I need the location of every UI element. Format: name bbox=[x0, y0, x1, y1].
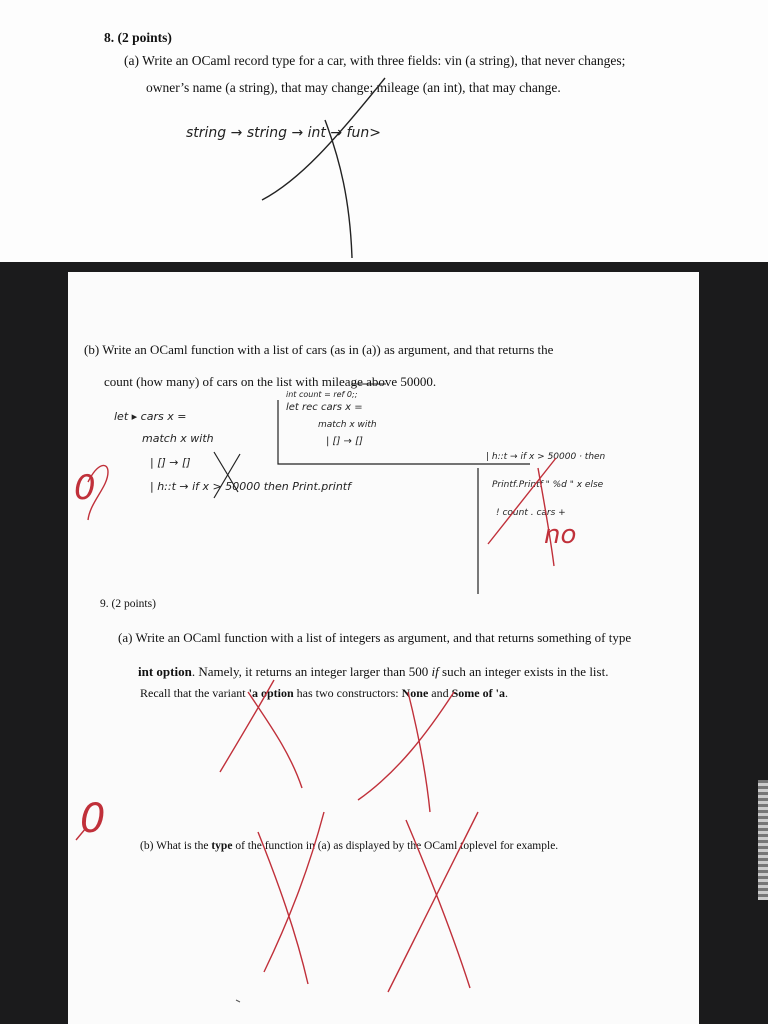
q9-points: (2 points) bbox=[111, 598, 156, 610]
q8b-code-line-1: let ▸ cars x = bbox=[114, 410, 187, 423]
q8a-handwritten-answer: string → string → int → fun> bbox=[186, 125, 381, 141]
q9a-line3-end: . bbox=[504, 686, 508, 700]
q8a-line1 bbox=[124, 53, 625, 69]
q9b-line bbox=[140, 840, 558, 852]
q9a-line3 bbox=[140, 686, 508, 701]
q8b-code-far-1: | h::t → if x > 50000 · then bbox=[486, 452, 606, 462]
q9b-text-end: of the function in (a) as displayed by the OCaml toplevel for example. bbox=[232, 840, 559, 852]
q8b-code-right-3: match x with bbox=[318, 420, 377, 430]
q8b-line1 bbox=[84, 342, 553, 358]
q9a-label: (a) bbox=[118, 630, 133, 645]
q9-grade-score: 0 bbox=[80, 796, 106, 842]
q9a-some: Some of 'a bbox=[451, 686, 505, 700]
q8b-code-line-4: | h::t → if x > 50000 then Print.printf bbox=[150, 480, 351, 493]
q9a-text1: Write an OCaml function with a list of integers as argument, and that returns something of type bbox=[135, 630, 632, 645]
q8a-label: (a) bbox=[124, 53, 139, 68]
q9a-line3-mid: has two constructors: bbox=[293, 686, 402, 700]
q8b-label: (b) bbox=[84, 342, 100, 357]
q8-number: 8. bbox=[104, 30, 115, 45]
q8b-code-right-2: let rec cars x = bbox=[286, 402, 363, 413]
q9a-none: None bbox=[401, 686, 429, 700]
adjacent-page-edge bbox=[758, 780, 768, 900]
q9a-line1 bbox=[118, 630, 631, 646]
q9a-line2 bbox=[138, 664, 608, 680]
q8-header bbox=[104, 30, 172, 46]
q9-header bbox=[100, 598, 156, 610]
q8b-code-far-3: ! count . cars + bbox=[496, 508, 566, 518]
q9a-if: if bbox=[431, 664, 439, 679]
exam-page-bottom bbox=[68, 272, 699, 1024]
q9a-line2-end: such an integer exists in the list. bbox=[438, 664, 609, 679]
q9-number: 9. bbox=[100, 598, 109, 610]
q9a-line3-start: Recall that the variant bbox=[140, 686, 249, 700]
q9a-line2-rest: . Namely, it returns an integer larger than 500 bbox=[191, 664, 432, 679]
q9b-type: type bbox=[211, 840, 233, 852]
exam-page-top bbox=[0, 0, 768, 262]
q9a-int-option: int option bbox=[138, 664, 192, 679]
q8a-line2: owner’s name (a string), that may change; mileage (an int), that may change. bbox=[146, 80, 561, 95]
q8b-line2: count (how many) of cars on the list with mileage above 50000. bbox=[104, 374, 437, 389]
q8b-code-right-4: | [] → [] bbox=[326, 436, 363, 447]
q9a-option-type: 'a option bbox=[248, 686, 294, 700]
q9b-text-start: What is the bbox=[156, 840, 212, 852]
q8b-code-right-1: int count = ref 0;; bbox=[286, 390, 358, 399]
q9a-line3-and: and bbox=[428, 686, 452, 700]
q9b-label: (b) bbox=[140, 840, 154, 852]
q8-points: (2 points) bbox=[117, 30, 172, 45]
q8b-code-far-2: Printf.Printf " %d " x else bbox=[492, 480, 604, 490]
q8b-grade-score: 0 bbox=[74, 468, 96, 508]
q8a-text1: Write an OCaml record type for a car, with three fields: vin (a string), that never changes; bbox=[142, 53, 626, 68]
q8b-grade-comment: no bbox=[544, 520, 577, 550]
q8b-code-line-3: | [] → [] bbox=[150, 456, 191, 469]
q8b-text1: Write an OCaml function with a list of cars (as in (a)) as argument, and that returns the bbox=[102, 342, 554, 357]
q8b-code-line-2: match x with bbox=[142, 432, 214, 445]
